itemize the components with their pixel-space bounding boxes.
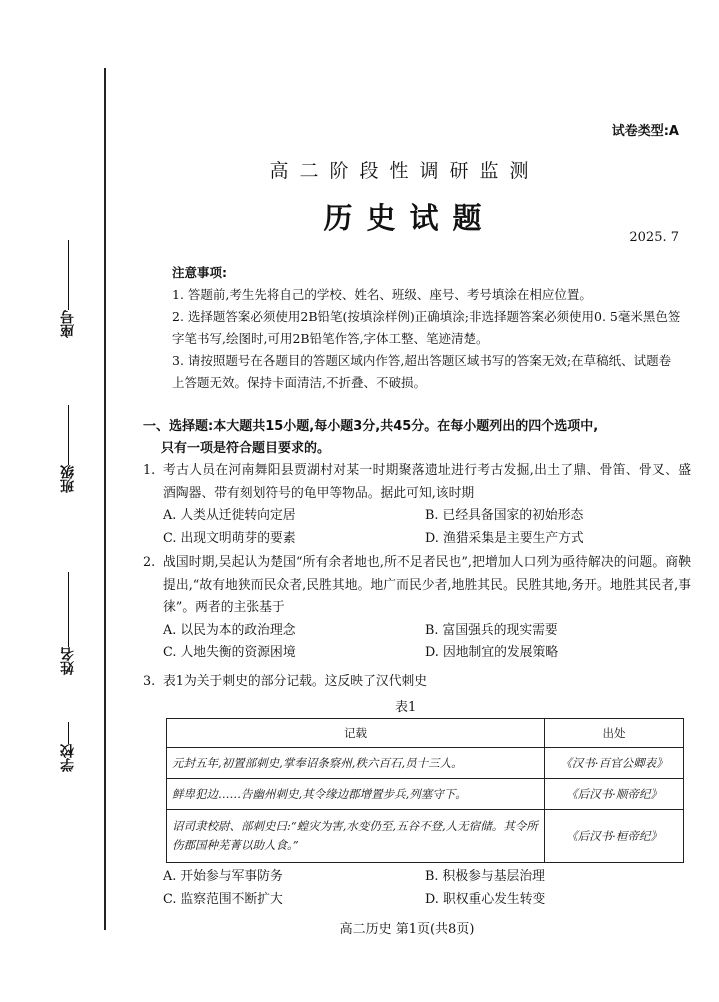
record-cell: 诏司隶校尉、部刺史曰:“蝗灾为害,水变仍至,五谷不登,人无宿储。其令所伤郡国种芜菁以助人食。” <box>167 810 545 863</box>
page-footer: 高二历史 第1页(共8页) <box>339 922 475 937</box>
option-b[interactable]: B. 富国强兵的现实需要 <box>425 622 558 638</box>
option-d[interactable]: D. 因地制宜的发展策略 <box>425 645 559 660</box>
record-cell: 元封五年,初置部刺史,掌奉诏条察州,秩六百石,员十三人。 <box>167 748 545 779</box>
table-row <box>167 810 684 863</box>
class-underline <box>68 405 69 465</box>
record-cell: 鲜卑犯边……告幽州刺史,其令缘边郡增置步兵,列塞守下。 <box>167 779 545 810</box>
option-a[interactable]: A. 开始参与军事防务 <box>163 869 283 884</box>
section-heading-line: 只有一项是符合题目要求的。 <box>161 441 331 456</box>
question-3 <box>143 671 691 694</box>
question-number: 1. <box>143 463 156 478</box>
option-a[interactable]: A. 以民为本的政治理念 <box>163 622 296 638</box>
seat-field <box>58 240 78 338</box>
school-field <box>58 722 78 772</box>
notice-item: 3. 请按照题号在各题目的答题区域内作答,超出答题区域书写的答案无效;在草稿纸、试题卷上答题无效。保持卡面清洁,不折叠、不破损。 <box>172 353 672 390</box>
question-stem: 战国时期,吴起认为楚国“所有余者地也,所不足者民也”,把增加人口列为亟待解决的问题。商鞅提出,“故有地狭而民众者,民胜其地。地广而民少者,地胜其民。民胜其地,务开。地胜其民者,事徕”。两者的主张基于 <box>163 555 691 615</box>
question-2 <box>143 552 691 665</box>
source-cell: 《后汉书·桓帝纪》 <box>545 810 684 863</box>
name-field <box>58 572 78 675</box>
notice-heading: 注意事项: <box>172 265 227 280</box>
option-a[interactable]: A. 人类从迁徙转向定居 <box>163 508 296 523</box>
paper-type: 试卷类型:A <box>611 124 679 139</box>
option-c[interactable]: C. 人地失衡的资源困境 <box>163 645 296 660</box>
exam-title: 历史试题 <box>323 201 496 235</box>
question-number: 3. <box>143 674 156 689</box>
notice-item: 2. 选择题答案必须使用2B铅笔(按填涂样例)正确填涂;非选择题答案必须使用0. 5毫米黑色签字笔书写,绘图时,可用2B铅笔作答,字体工整、笔迹清楚。 <box>172 309 681 346</box>
option-c[interactable]: C. 出现文明萌芽的要素 <box>163 530 296 546</box>
name-label: 姓名 <box>60 647 76 675</box>
option-b[interactable]: B. 已经具备国家的初始形态 <box>425 508 584 523</box>
question-3-options <box>143 866 691 911</box>
table-caption: 表1 <box>395 700 417 715</box>
name-underline <box>68 572 69 647</box>
notice-block <box>172 262 682 394</box>
school-label: 学校 <box>60 744 76 772</box>
seat-label: 座号 <box>60 310 76 338</box>
question-1 <box>143 460 691 550</box>
option-d[interactable]: D. 渔猎采集是主要生产方式 <box>425 530 584 546</box>
option-b[interactable]: B. 积极参与基层治理 <box>425 869 545 884</box>
class-label: 班级 <box>60 465 76 493</box>
question-stem: 表1为关于刺史的部分记载。这反映了汉代刺史 <box>163 674 428 689</box>
seat-underline <box>68 240 69 310</box>
question-number: 2. <box>143 555 156 570</box>
section-heading-line: 一、选择题:本大题共15小题,每小题3分,共45分。在每小题列出的四个选项中, <box>143 419 599 434</box>
section-heading <box>143 416 688 460</box>
notice-item: 1. 答题前,考生先将自己的学校、姓名、班级、座号、考号填涂在相应位置。 <box>172 287 592 302</box>
source-cell: 《汉书·百官公卿表》 <box>545 748 684 779</box>
records-table <box>166 718 684 863</box>
question-stem: 考古人员在河南舞阳县贾湖村对某一时期聚落遗址进行考古发掘,出土了鼎、骨笛、骨叉、盛酒陶器、带有刻划符号的龟甲等物品。据此可知,该时期 <box>163 463 691 501</box>
table-header: 出处 <box>545 719 684 748</box>
table-header: 记载 <box>167 719 545 748</box>
exam-date: 2025. 7 <box>629 230 679 245</box>
exam-series: 高二阶段性调研监测 <box>269 160 540 182</box>
option-c[interactable]: C. 监察范围不断扩大 <box>163 891 283 907</box>
class-field <box>58 405 78 493</box>
option-d[interactable]: D. 职权重心发生转变 <box>425 891 546 907</box>
source-cell: 《后汉书·顺帝纪》 <box>545 779 684 810</box>
school-underline <box>68 722 69 744</box>
table-row <box>167 748 684 779</box>
table-row <box>167 779 684 810</box>
